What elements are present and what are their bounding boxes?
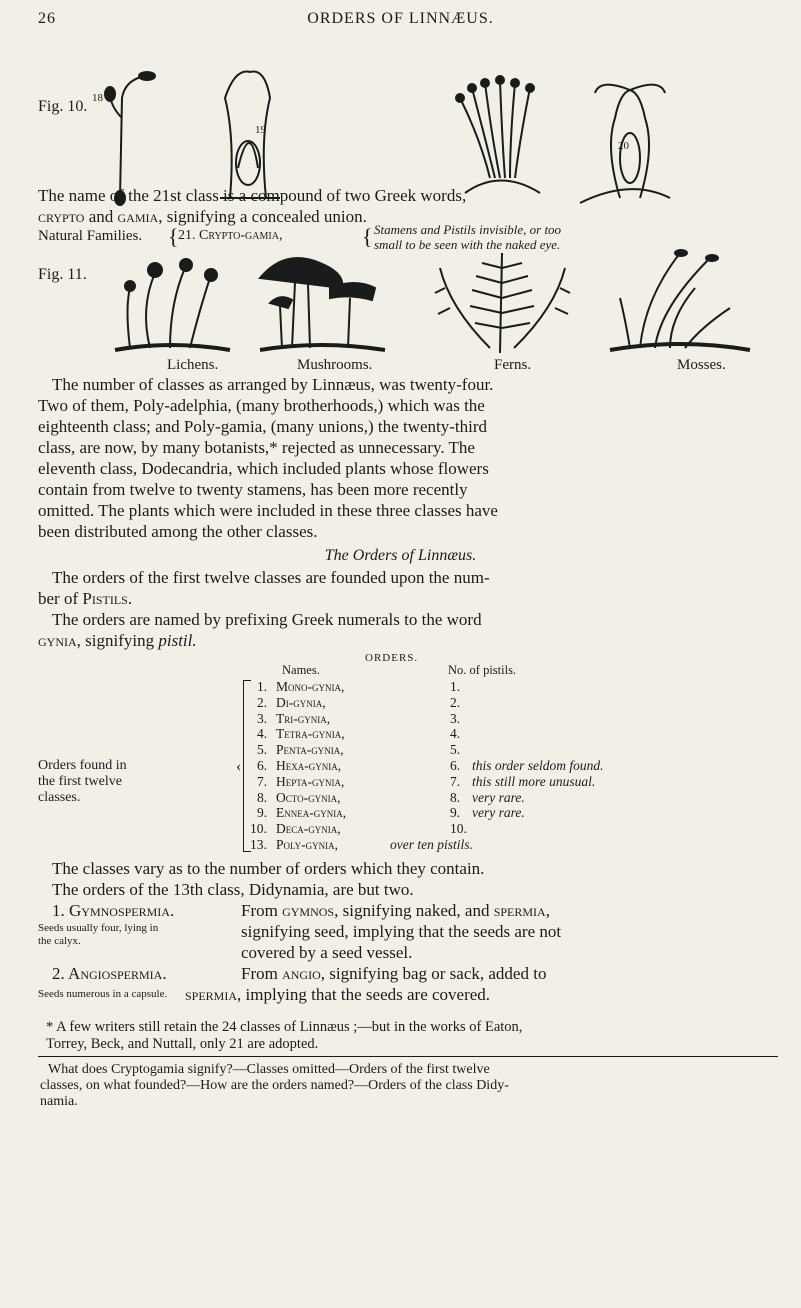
mosses-icon: [610, 250, 750, 350]
fig11-label: Fig. 11.: [38, 266, 87, 283]
gymnospermia-margin-note: Seeds usually four, lying in the calyx.: [38, 922, 159, 947]
lichens-icon: [115, 259, 230, 350]
fig10-num-19: 19: [255, 124, 266, 136]
crypto-line-2: crypto and gamia, signifying a concealed union.: [38, 207, 367, 226]
order-number: 4.: [257, 726, 268, 742]
order-row: [250, 742, 770, 758]
table-col-names: Names.: [282, 663, 320, 677]
caption-ferns: Ferns.: [494, 357, 532, 373]
order-number: 1.: [257, 679, 268, 694]
natural-families-label: Natural Families.: [38, 228, 143, 244]
caption-lichens: Lichens.: [167, 357, 219, 373]
order-number: 9.: [257, 805, 268, 821]
order-name: Tetra-gynia,: [276, 726, 345, 742]
review-questions: What does Cryptogamia signify?—Classes omitted—Orders of the first twelve classes, on what founded?—How are the orders named?—Orders of the class Didy- namia.: [40, 1062, 509, 1109]
order-note: this still more unusual.: [472, 773, 596, 789]
order-pistils: 7.: [450, 773, 461, 789]
order-row: [250, 774, 770, 790]
order-pistils: 4.: [450, 726, 461, 742]
fig10-num-18: 18: [92, 92, 103, 104]
order-row: [250, 679, 770, 695]
order-pistils: 10.: [450, 821, 467, 837]
crypto-line-1: The name of the 21st class is a compound of two Greek words,: [38, 186, 467, 205]
table-caption: ORDERS.: [365, 652, 419, 664]
order-pistils: 2.: [450, 694, 461, 710]
order-row: [250, 837, 770, 853]
order-pistils: 6.: [450, 757, 461, 773]
ferns-icon: [435, 253, 570, 353]
caption-mushrooms: Mushrooms.: [297, 357, 373, 373]
order-name: Penta-gynia,: [276, 742, 344, 758]
angiospermia-text: From angio, signifying bag or sack, added to: [241, 964, 547, 983]
order-name: Deca-gynia,: [276, 821, 341, 837]
orders-paragraph: The orders of the first twelve classes are founded upon the num- ber of Pistils. The orders are named by prefixing Greek numerals to the word gynia, signifying pistil.: [38, 568, 490, 650]
order-row: [250, 758, 770, 774]
order-number: 10.: [250, 821, 267, 837]
order-name: Hepta-gynia,: [276, 773, 345, 789]
order-number: 8.: [257, 789, 268, 805]
flower-class-20-icon: [456, 76, 540, 193]
order-name: Ennea-gynia,: [276, 805, 347, 821]
order-name: Mono-gynia,: [276, 679, 345, 694]
brace: {: [362, 224, 373, 249]
order-pistils: 1.: [450, 679, 461, 694]
order-name: Tri-gynia,: [276, 710, 331, 726]
order-pistils: 5.: [450, 742, 461, 758]
order-number: 6.: [257, 757, 268, 773]
order-number: 5.: [257, 742, 268, 758]
fig10-label: Fig. 10.: [38, 98, 88, 115]
fig10-num-20: 20: [618, 140, 629, 152]
table-side-label: Orders found in the first twelve classes.: [38, 758, 127, 805]
orders-rows: [250, 679, 770, 853]
order-name: Octo-gynia,: [276, 789, 341, 805]
vary-paragraph: The classes vary as to the number of orders which they contain. The orders of the 13th class, Didynamia, are but two.: [52, 859, 485, 899]
order-row: [250, 805, 770, 821]
order-number: 7.: [257, 773, 268, 789]
order-row: [250, 790, 770, 806]
order-name: Di-gynia,: [276, 694, 326, 710]
fig11-illustration: [110, 248, 760, 353]
angiospermia-margin-note: Seeds numerous in a capsule.: [38, 988, 168, 1000]
order-note: very rare.: [472, 805, 525, 821]
natural-families-class: 21. Crypto-gamia,: [178, 228, 283, 243]
order-number: 13.: [250, 836, 267, 852]
mushrooms-icon: [260, 258, 385, 350]
natural-families-note: Stamens and Pistils invisible, or too small to be seen with the naked eye.: [374, 222, 562, 252]
order-row: [250, 695, 770, 711]
orders-table: [250, 679, 770, 853]
order-row: [250, 821, 770, 837]
orders-heading: The Orders of Linnæus.: [324, 547, 477, 564]
order-pistils: over ten pistils.: [390, 836, 473, 852]
crypto-paragraph: [38, 185, 778, 227]
angiospermia-text-2: spermia, implying that the seeds are covered.: [185, 985, 491, 1004]
order-name: Hexa-gynia,: [276, 757, 342, 773]
gymnospermia-term: 1. Gymnospermia.: [52, 901, 175, 920]
order-row: [250, 711, 770, 727]
table-col-pistils: No. of pistils.: [448, 663, 517, 677]
gymnospermia-text: From gymnos, signifying naked, and spermia, signifying seed, implying that the seeds are not covered by a seed vessel.: [241, 901, 562, 962]
order-pistils: 8.: [450, 789, 461, 805]
order-row: [250, 726, 770, 742]
order-number: 2.: [257, 694, 268, 710]
order-note: this order seldom found.: [472, 757, 604, 773]
brace: {: [168, 224, 179, 249]
divider: [38, 1056, 778, 1057]
order-name: Poly-gynia,: [276, 836, 338, 852]
order-pistils: 3.: [450, 710, 461, 726]
table-brace-point: ‹: [236, 758, 242, 775]
caption-mosses: Mosses.: [677, 357, 726, 373]
page-number: 26: [38, 10, 56, 27]
order-pistils: 9.: [450, 805, 461, 821]
footnote: * A few writers still retain the 24 classes of Linnæus ;—but in the works of Eaton, Torrey, Beck, and Nuttall, only 21 are adopted.: [46, 1019, 523, 1052]
angiospermia-term: 2. Angiospermia.: [52, 964, 167, 983]
classes-paragraph: The number of classes as arranged by Linnæus, was twenty-four. Two of them, Poly-adelphia, (many brotherhoods,) which was the eighteenth class; and Poly-gamia, (many unions,) the twenty-third class, are now, by many botanists,* rejected as unnecessary. The eleventh class, Dodecandria, which included plants whose flowers contain from twelve to twenty stamens, has been more recently omitted. The plants which were included in these three classes have been distributed among the other classes.: [38, 375, 498, 541]
running-title: ORDERS OF LINNÆUS.: [307, 10, 494, 27]
order-number: 3.: [257, 710, 268, 726]
flower-class-19-icon: [220, 72, 280, 198]
order-note: very rare.: [472, 789, 525, 805]
